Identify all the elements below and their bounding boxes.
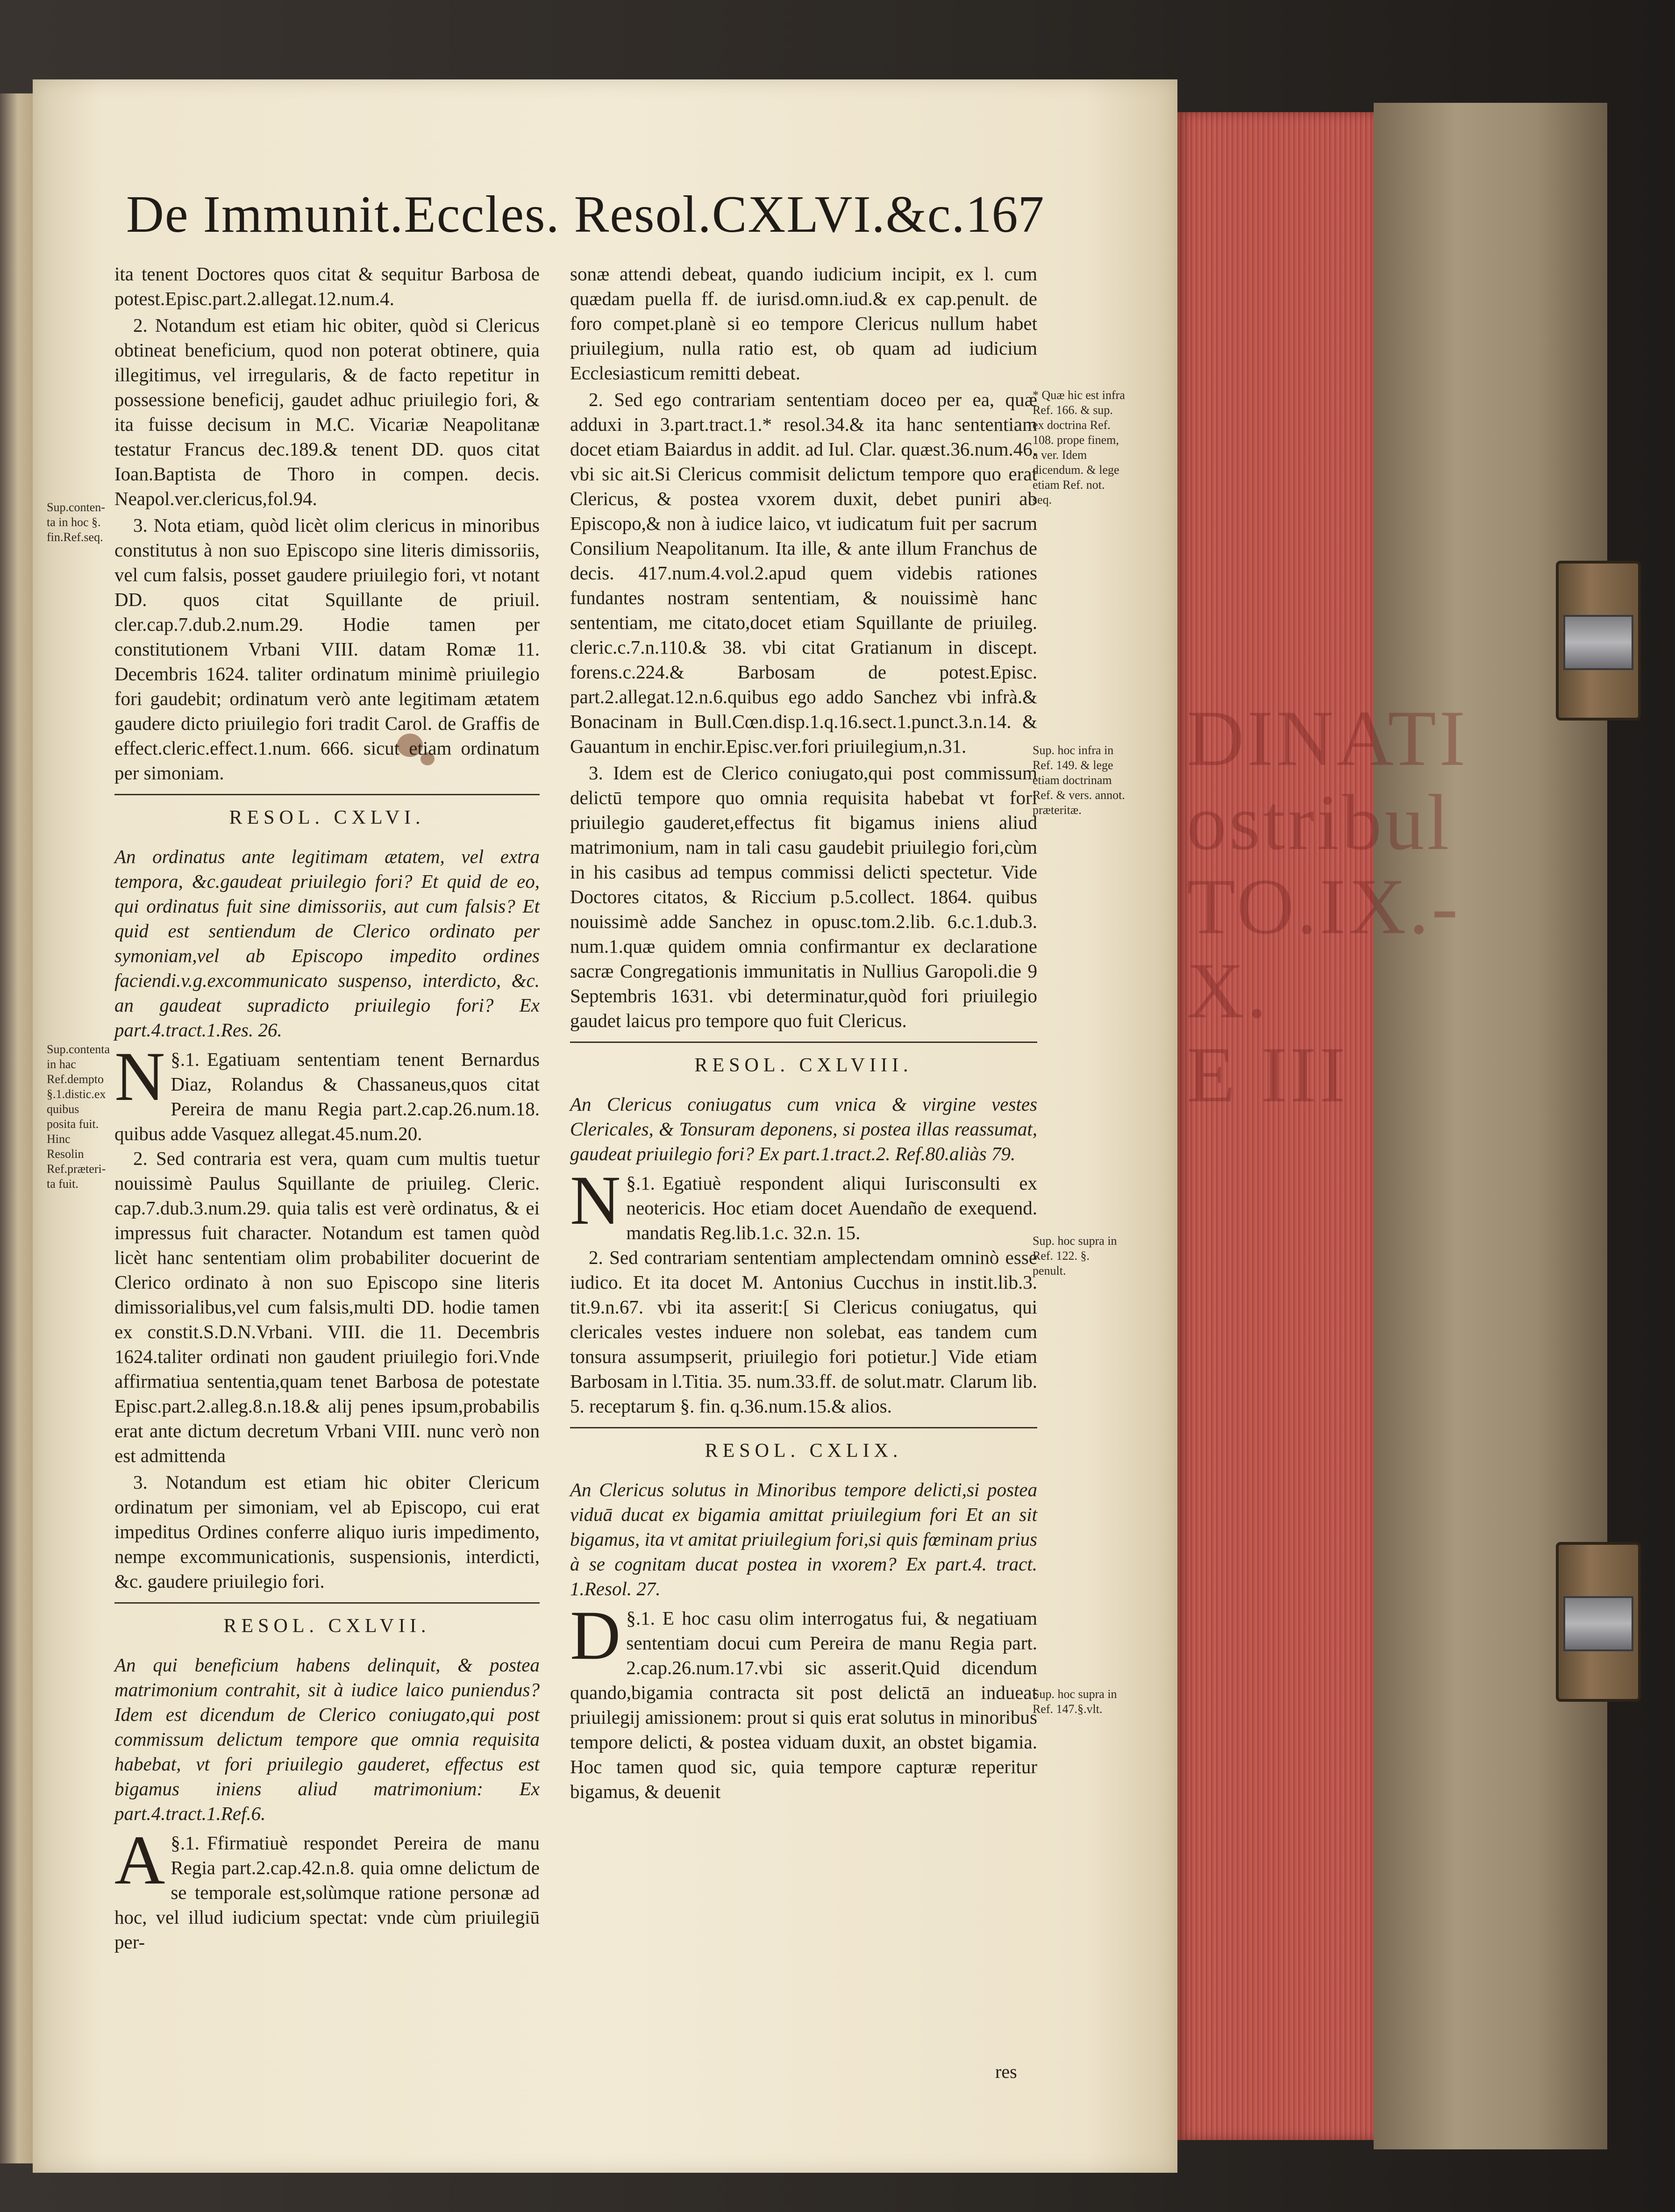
label-line: DINATI: [1187, 694, 1468, 782]
section-text: Egatiuè respondent aliqui Iurisconsulti ex neotericis. Hoc etiam docet Auendaño de exequend. mandatis Reg.lib.1.c. 32.n. 15.: [626, 1172, 1037, 1243]
section-paragraph: [114, 1038, 540, 1146]
red-page-edges: [1177, 112, 1374, 2140]
resolution-heading: RESOL. CXLIX.: [705, 1440, 903, 1462]
resolution-heading: RESOL. CXLVI.: [229, 807, 425, 828]
section-rule: [570, 1042, 1037, 1043]
section-mark: §.1.: [626, 1607, 655, 1629]
section-mark: §.1.: [626, 1172, 655, 1194]
clasp-metal-band: [1563, 615, 1633, 670]
running-head: De Immunit.Eccles. Resol.CXLVI.&c.: [126, 186, 966, 243]
section-paragraph: [114, 1821, 540, 1955]
resolution-question: An qui beneficium habens delinquit, & postea matrimonium contrahit, sit à iudice laico puniendus? Idem est dicendum de Clerico coniugato,qui post commissum delictum tempore que omnia requisita habebat, vt fori priuilegio gauderet, effectus est bigamus iniens aliud matrimonium: Ex part.4.tract.1.Ref.6.: [114, 1654, 540, 1824]
facing-page-edge: [0, 93, 33, 2163]
section-paragraph: [570, 1597, 1037, 1804]
section-rule: [114, 1602, 540, 1604]
margin-note: * Quæ hic est infra Ref. 166. & sup. ex doctrina Ref. 108. prope finem, a ver. Idem dicendum. & lege etiam Ref. not. seq.: [1033, 388, 1125, 507]
section-text: Ffirmatiuè respondet Pereira de manu Regia part.2.cap.42.n.8. quia omne delictum de se temporale est,solùmque ratione personæ ad hoc, vel illud iudicium spectat: vnde cùm priuilegiū per-: [114, 1832, 540, 1953]
book-cover-board: [1374, 103, 1607, 2149]
drop-cap: D: [570, 1597, 621, 1674]
paragraph: ita tenent Doctores quos citat & sequitur Barbosa de potest.Episc.part.2.allegat.12.num.4.: [114, 263, 540, 309]
drop-cap: N: [114, 1038, 165, 1115]
paragraph: 3. Notandum est etiam hic obiter Clericum ordinatum per simoniam, vel ab Episcopo, cui erat impeditus Ordines conferre aliquo iuris impedimento, nempe excommunicationis, suspensionis, interdicti, &c. gaudere priuilegio fori.: [114, 1471, 540, 1592]
drop-cap: A: [114, 1821, 165, 1899]
paragraph: 2. Notandum est etiam hic obiter, quòd si Clericus obtineat beneficium, quod non poterat obtinere, quia illegitimus, vel irregularis, & de facto repetitur in possessione beneficij, gaudet adhuc priuilegio fori, & ita fuisse decisum in M.C. Vicariæ Neapolitanæ testatur Francus dec.189.& tenent DD. quos citat Ioan.Baptista de Thoro in compen. decis. Neapol.ver.clericus,fol.94.: [114, 314, 540, 509]
margin-note: Sup. hoc supra in Ref. 122. §. penult.: [1033, 1234, 1117, 1277]
resolution-heading: RESOL. CXLVIII.: [694, 1055, 913, 1076]
paragraph: sonæ attendi debeat, quando iudicium incipit, ex l. cum quædam puella ff. de iurisd.omn.iud.& ex cap.penult. de foro compet.planè si eo tempore Clericus nullum habet priuilegium, nulla ratio est, ob quam ad iudicium Ecclesiasticum remitti debeat.: [570, 263, 1037, 384]
page-header: [126, 185, 1044, 245]
section-text: E hoc casu olim interrogatus fui, & negatiuam sententiam docui cum Pereira de manu Regia part. 2.cap.26.num.17.vbi sic asserit.Quid dicendum quando,bigamia contracta sit post delictā an indueat priuilegij amissionem: prout si quis erat solutus in minoribus tempore delicti, & postea viduam duxit, an obstet bigamia. Hoc tamen quod sic, quia tempore capturæ reperitur bigamus, & deuenit: [570, 1607, 1037, 1802]
section-text: Egatiuam sententiam tenent Bernardus Diaz, Rolandus & Chassaneus,quos citat Pereira de manu Regia part.2.cap.26.num.18. quibus adde Vasquez allegat.45.num.20.: [114, 1049, 540, 1144]
section-mark: §.1.: [171, 1049, 200, 1070]
clasp-metal-band: [1563, 1596, 1633, 1651]
paragraph: 2. Sed contraria est vera, quam cum multis tuetur nouissimè Paulus Squillante de priuileg. Cleric. cap.7.dub.3.num.29. quia talis est verè ordinatus, & ei impressus fuit character. Notandum est tamen quòd licèt hanc sententiam olim probabiliter docuerint de Clerico ordinato à non suo Episcopo sine literis dimissorialibus,vel cum falsis,multi DD. hodie tamen ex constit.S.D.N.Vrbani. VIII. die 11. Decembris 1624.taliter ordinati non gaudent priuilegio fori.Vnde affirmatiua sententia,quam tenet Barbosa de potestate Episc.part.2.alleg.8.n.18.& alij penes ipsum,probabilis erat ante dictum decretum Vrbani VIII. nunc verò non est admittenda: [114, 1148, 540, 1466]
label-line: E III: [1187, 1031, 1349, 1119]
lower-clasp: [1556, 1542, 1641, 1702]
margin-note: Sup. hoc supra in Ref. 147.§.vlt.: [1033, 1687, 1117, 1716]
label-line: ostribul: [1187, 778, 1452, 866]
right-column: [570, 262, 1037, 1804]
section-rule: [114, 794, 540, 795]
paragraph: 2. Sed ego contrariam sententiam doceo per ea, quæ adduxi in 3.part.tract.1.* resol.34.& ita hanc sententiam docet etiam Baiardus in addit. ad Iul. Clar. quæst.36.num.46. vbi sic ait.Si Clericus commisit delictum tempore quo erat Clericus, & postea vxorem duxit, debet puniri ab Episcopo,& non à iudice laico, vt iudicatum fuit per sacrum Consilium Neapolitanum. Ita ille, & ante illum Franchus de decis. 417.num.4.vol.2.apud quem videbis rationes fundantes nostram sententiam, & nouissimè hanc sententiam, me citato,docet etiam Squillante de priuileg. cleric.c.7.n.110.& 38. vbi citat Gratianum in discept. forens.c.224.& Barbosam de potest.Episc. part.2.allegat.12.n.6.quibus ego addo Sanchez vbi infrà.& Bonacinam in Bull.Cœn.disp.1.q.16.sect.1.punct.3.n.14. & Gauantum in enchir.Episc.ver.fori priuilegium,n.31.: [570, 389, 1037, 757]
page-number: 167: [965, 186, 1044, 243]
paragraph: 2. Sed contrariam sententiam amplectendam omninò esse iudico. Et ita docet M. Antonius Cucchus in instit.lib.3. tit.9.n.67. vbi ita asserit:[ Si Clericus coniugatus, qui clericales vestes induere non solebat, eas tandem cum tonsura assumpserit, priuilegio fori potietur.] Vide etiam Barbosam in l.Titia. 35. num.33.ff. de solut.matr. Clarum lib. 5. receptarum §. fin. q.36.num.15.& alios.: [570, 1247, 1037, 1417]
paragraph: 3. Nota etiam, quòd licèt olim clericus in minoribus constitutus à non suo Episcopo sine literis dimissoriis, vel cum falsis, posset gaudere priuilegio fori, vt notant DD. quos citat Squillante de priuil. cler.cap.7.dub.2.num.29. Hodie tamen per constitutionem Vrbani VIII. datam Romæ 11. Decembris 1624. taliter ordinatum minimè priuilegio fori gaudebit; ordinatum verò ante legitimam ætatem gaudere dicto priuilegio fori tradit Carol. de Graffis de effect.cleric.effect.1.num. 666. sicut etiam ordinatum per simoniam.: [114, 514, 540, 784]
margin-note: Sup.conten-ta in hoc §. fin.Ref.seq.: [47, 500, 105, 544]
bleed-through-label: [1187, 696, 1467, 1117]
label-line: TO.IX.-X.: [1187, 863, 1461, 1035]
resolution-heading: RESOL. CXLVII.: [223, 1615, 431, 1637]
left-column: [114, 262, 540, 1955]
section-paragraph: [570, 1162, 1037, 1245]
section-rule: [570, 1427, 1037, 1428]
resolution-question: An Clericus coniugatus cum vnica & virgine vestes Clericales, & Tonsuram deponens, si postea illas reassumat, gaudeat priuilegio fori? Ex part.1.tract.2. Ref.80.aliàs 79.: [570, 1093, 1037, 1164]
margin-note: Sup.contenta in hac Ref.dempto §.1.distic.ex quibus posita fuit. Hinc Resolin Ref.præteri-ta fuit.: [47, 1042, 110, 1191]
paragraph: 3. Idem est de Clerico coniugato,qui post commissum delictū tempore quo omnia requisita habebat vt fori priuilegio gauderet,effectus fit bigamus iniens aliud matrimonium, nam in tali casu gaudebit priuilegio fori,cùm in his casibus ad tempus commissi delicti spectetur. Vide Doctores citatos, & Riccium p.5.collect. 1864. quibus nouissimè adde Sanchez in opusc.tom.2.lib. 6.c.1.dub.3. num.1.quæ quidem omnia confirmantur ex declaratione sacræ Congregationis immunitatis in Nullius Garopoli.die 9 Septembris 1631. vbi determinatur,quòd fori priuilegio gaudet laicus pro tempore quo fuit Clericus.: [570, 762, 1037, 1031]
catchword: res: [995, 2061, 1017, 2082]
margin-note: Sup. hoc infra in Ref. 149. & lege etiam doctrinam Ref. & vers. annot. præteritæ.: [1033, 743, 1125, 817]
section-mark: §.1.: [171, 1832, 200, 1854]
resolution-question: An ordinatus ante legitimam ætatem, vel extra tempora, &c.gaudeat priuilegio fori? Et quid de eo, qui ordinatus fuit sine dimissoriis, aut cum falsis? Et quid est sentiendum de Clerico ordinato per symoniam,vel ab Episcopo impedito ordines faciendi.v.g.excommunicato suspenso, interdicto, &c. an gaudeat supradicto priuilegio fori? Ex part.4.tract.1.Res. 26.: [114, 846, 540, 1041]
upper-clasp: [1556, 561, 1641, 721]
drop-cap: N: [570, 1162, 621, 1239]
resolution-question: An Clericus solutus in Minoribus tempore delicti,si postea viduā ducat ex bigamia amittat priuilegium fori Et an sit bigamus, ita vt amitat priuilegium fori,si quis fœminam prius à se cognitam ducat postea in vxorem? Ex part.4. tract. 1.Resol. 27.: [570, 1479, 1038, 1599]
